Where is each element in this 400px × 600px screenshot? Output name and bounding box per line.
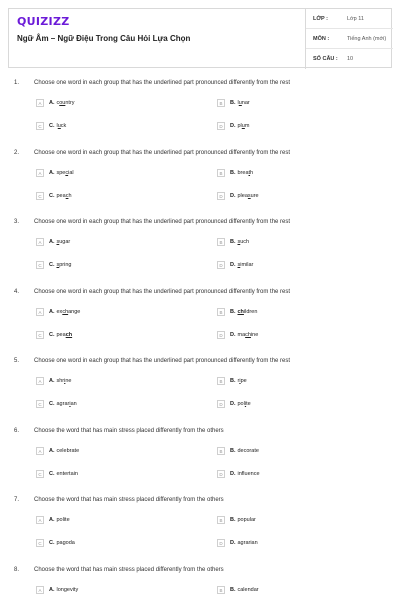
option-checkbox[interactable]: A [36,238,44,246]
option-letter: C. [49,262,55,268]
question-text: Choose one word in each group that has the underlined part pronounced differently from the rest [34,219,291,225]
word-part: ne [65,378,72,384]
word-part: l [56,123,58,129]
underlined-part: u [241,123,245,129]
underlined-part: t [248,170,251,176]
option-text [238,309,258,315]
option-checkbox[interactable]: D [217,470,225,478]
underlined-part: i [244,401,247,407]
word-part: longevity [56,587,79,593]
answer-option[interactable] [217,237,249,247]
option-letter: A. [49,448,55,454]
word-part: pea [56,193,66,199]
option-text [57,332,73,338]
answer-option[interactable] [217,469,260,479]
meta-label: SỐ CÂU : [313,56,338,62]
option-letter: A. [49,378,55,384]
question-number: 2. [14,150,20,156]
option-letter: B. [230,378,236,384]
option-letter: B. [230,170,236,176]
underlined-part: i [69,401,71,407]
answer-option[interactable] [217,399,251,409]
word-part: pea [56,332,66,338]
word-part: decorate [237,448,259,454]
option-text [57,378,72,384]
option-text [57,471,78,477]
question-text: Choose one word in each group that has the underlined part pronounced differently from the rest [34,80,291,86]
word-part: ugar [59,239,71,245]
option-checkbox[interactable]: C [36,261,44,269]
option-letter: B. [230,100,236,106]
word-part: m [244,123,250,129]
option-letter: A. [49,587,55,593]
option-letter: D. [230,332,236,338]
question-text: Choose one word in each group that has the underlined part pronounced differently from the rest [34,150,291,156]
answer-option[interactable] [36,538,75,548]
option-letter: C. [49,193,55,199]
answer-option[interactable] [36,446,79,456]
word-part: pring [59,262,72,268]
option-checkbox[interactable]: D [217,331,225,339]
answer-option[interactable] [36,121,66,131]
word-part: ure [250,193,259,199]
option-checkbox[interactable]: C [36,539,44,547]
option-text [238,193,259,199]
answer-option[interactable] [36,515,70,525]
option-letter: A. [49,517,55,523]
answer-option[interactable] [36,98,75,108]
word-part: ine [250,332,259,338]
option-checkbox[interactable]: D [217,539,225,547]
question-number: 1. [14,80,20,86]
option-checkbox[interactable]: D [217,261,225,269]
worksheet-title: Ngữ Âm – Ngữ Điệu Trong Câu Hỏi Lựa Chọn [17,34,191,43]
word-part: ntry [65,100,75,106]
underlined-part: u [57,123,61,129]
option-checkbox[interactable]: A [36,377,44,385]
option-text [57,517,70,523]
option-text [57,170,74,176]
option-letter: A. [49,170,55,176]
option-checkbox[interactable]: D [217,122,225,130]
answer-option[interactable] [36,585,78,595]
word-part: te [246,401,251,407]
answer-option[interactable] [36,307,80,317]
option-letter: B. [230,239,236,245]
underlined-part: ou [59,100,66,106]
option-letter: D. [230,123,236,129]
word-part: ex [56,309,63,315]
answer-option[interactable] [217,446,259,456]
option-text [238,448,259,454]
word-part: pe [240,378,247,384]
underlined-part: s [247,193,251,199]
option-letter: C. [49,401,55,407]
option-letter: A. [49,239,55,245]
option-checkbox[interactable]: B [217,308,225,316]
option-text [57,100,75,106]
word-part: agrarian [237,540,258,546]
option-letter: D. [230,193,236,199]
question-number: 3. [14,219,20,225]
quizizz-logo: QUIZIZZ [17,15,70,28]
underlined-part: ch [245,332,251,338]
option-checkbox[interactable]: B [217,447,225,455]
word-part: l [237,100,239,106]
option-checkbox[interactable]: A [36,516,44,524]
answer-option[interactable] [36,260,71,270]
word-part: pagoda [56,540,75,546]
answer-option[interactable] [217,121,249,131]
underlined-part: s [56,262,60,268]
option-text [238,587,259,593]
underlined-part: ch [62,309,69,315]
option-checkbox[interactable]: B [217,586,225,594]
answer-option[interactable] [217,538,258,548]
option-text [238,123,250,129]
question-number: 8. [14,567,20,573]
option-text [238,332,259,338]
word-part: h [68,193,72,199]
option-checkbox[interactable]: C [36,122,44,130]
word-part: influence [237,471,260,477]
meta-value: 10 [347,56,354,62]
option-text [238,540,258,546]
word-part: plea [237,193,248,199]
question-text: Choose the word that has main stress placed differently from the others [34,428,224,434]
option-letter: A. [49,100,55,106]
answer-option[interactable] [217,330,258,340]
option-text [238,401,251,407]
word-part: calendar [237,587,259,593]
option-letter: D. [230,540,236,546]
option-letter: C. [49,471,55,477]
option-letter: C. [49,540,55,546]
word-part: agrar [56,401,70,407]
option-letter: B. [230,309,236,315]
answer-option[interactable] [217,307,257,317]
word-part: ma [237,332,246,338]
option-checkbox[interactable]: D [217,400,225,408]
option-text [57,540,75,546]
answer-option[interactable] [36,376,72,386]
answer-option[interactable] [217,260,253,270]
word-part: pol [237,401,245,407]
word-part: spe [56,170,66,176]
option-text [238,239,250,245]
word-part: c [56,100,60,106]
meta-value: Tiếng Anh (mới) [347,35,387,42]
option-checkbox[interactable]: C [36,192,44,200]
word-part: ial [68,170,74,176]
option-letter: D. [230,401,236,407]
question-number: 5. [14,358,20,364]
option-text [57,239,71,245]
word-part: shr [56,378,65,384]
option-letter: D. [230,471,236,477]
option-letter: D. [230,262,236,268]
word-part: ange [68,309,81,315]
option-checkbox[interactable]: C [36,400,44,408]
word-part: imilar [240,262,254,268]
underlined-part: i [239,378,241,384]
word-part: r [237,378,240,384]
word-part: h [250,170,254,176]
answer-option[interactable] [217,515,256,525]
option-text [238,262,254,268]
word-part: entertain [56,471,78,477]
question-number: 6. [14,428,20,434]
option-text [57,401,77,407]
underlined-part: s [237,262,241,268]
word-part: an [70,401,77,407]
answer-option[interactable] [36,469,78,479]
option-checkbox[interactable]: A [36,308,44,316]
meta-label: LỚP : [313,15,328,22]
option-letter: A. [49,309,55,315]
option-checkbox[interactable]: D [217,192,225,200]
option-text [57,448,80,454]
option-text [238,471,260,477]
question-text: Choose the word that has main stress placed differently from the others [34,497,224,503]
option-text [57,123,67,129]
question-number: 4. [14,289,20,295]
option-letter: B. [230,448,236,454]
option-text [57,193,72,199]
answer-option[interactable] [36,399,77,409]
underlined-part: c [65,170,69,176]
answer-option[interactable] [36,191,72,201]
option-checkbox[interactable]: B [217,238,225,246]
underlined-part: ch [237,309,244,315]
option-checkbox[interactable]: A [36,447,44,455]
option-checkbox[interactable]: B [217,516,225,524]
option-text [57,262,72,268]
word-part: ck [60,123,67,129]
question-text: Choose the word that has main stress placed differently from the others [34,567,224,573]
answer-option[interactable] [217,98,250,108]
option-text [238,170,254,176]
answer-option[interactable] [36,330,72,340]
meta-label: MÔN : [313,35,330,42]
option-checkbox[interactable]: B [217,377,225,385]
question-text: Choose one word in each group that has the underlined part pronounced differently from the rest [34,358,291,364]
option-checkbox[interactable]: B [217,169,225,177]
question-text: Choose one word in each group that has the underlined part pronounced differently from the rest [34,289,291,295]
option-checkbox[interactable]: A [36,586,44,594]
question-number: 7. [14,497,20,503]
answer-option[interactable] [217,585,259,595]
option-checkbox[interactable]: C [36,331,44,339]
word-part: uch [240,239,250,245]
word-part: popular [237,517,256,523]
underlined-part: s [237,239,241,245]
option-text [57,309,81,315]
answer-option[interactable] [36,237,70,247]
word-part: celebrate [56,448,80,454]
answer-option[interactable] [36,168,74,178]
word-part: nar [241,100,250,106]
word-part: polite [56,517,70,523]
option-text [238,517,256,523]
word-part: ildren [243,309,258,315]
option-checkbox[interactable]: C [36,470,44,478]
option-text [238,378,247,384]
underlined-part: u [238,100,242,106]
option-letter: B. [230,517,236,523]
option-letter: C. [49,332,55,338]
underlined-part: c [65,193,69,199]
option-checkbox[interactable]: A [36,99,44,107]
underlined-part: i [64,378,66,384]
underlined-part: s [56,239,60,245]
meta-value: Lớp 11 [347,15,364,22]
option-checkbox[interactable]: B [217,99,225,107]
answer-option[interactable] [217,376,247,386]
word-part: pl [237,123,242,129]
option-text [57,587,79,593]
option-text [238,100,250,106]
word-part: brea [237,170,249,176]
answer-option[interactable] [217,168,253,178]
underlined-part: ch [65,332,73,338]
answer-option[interactable] [217,191,259,201]
option-letter: B. [230,587,236,593]
option-checkbox[interactable]: A [36,169,44,177]
option-letter: C. [49,123,55,129]
